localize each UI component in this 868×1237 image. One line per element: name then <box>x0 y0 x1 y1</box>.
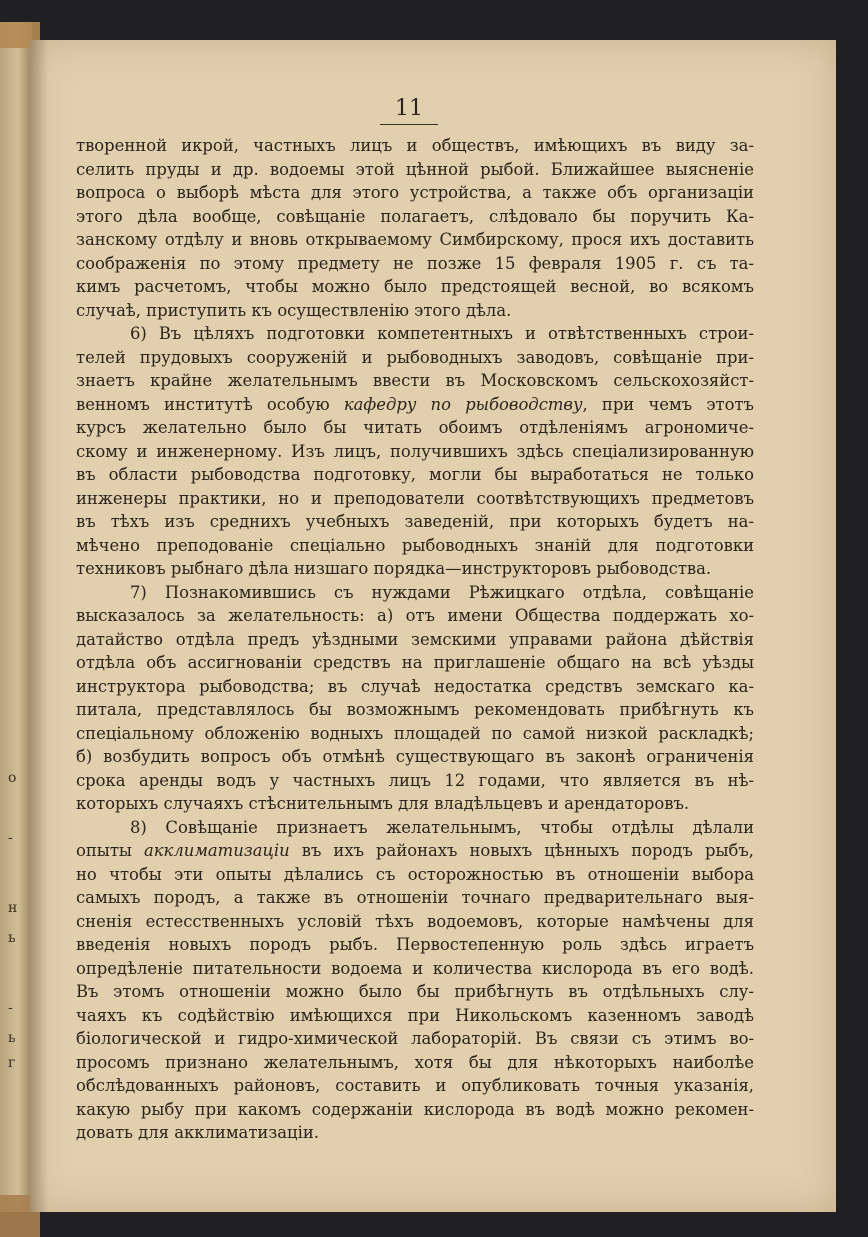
text-line: кимъ расчетомъ, чтобы можно было предстоящей весной, во всякомъ <box>76 277 754 296</box>
text-line: опыты акклиматизаціи въ ихъ районахъ новыхъ цѣнныхъ породъ рыбъ, <box>76 841 754 860</box>
text-line: курсъ желательно было бы читать обоимъ отдѣленіямъ агрономиче- <box>76 418 754 437</box>
text-line: высказалось за желательность: а) отъ имени Общества поддержать хо- <box>76 606 754 625</box>
text-line: этого дѣла вообще, совѣщаніе полагаетъ, слѣдовало бы поручить Ка- <box>76 206 754 226</box>
text-line: Въ этомъ отношеніи можно было бы прибѣгнуть въ отдѣльныхъ слу- <box>76 982 754 1001</box>
text-line: занскому отдѣлу и вновь открываемому Симбирскому, прося ихъ доставить <box>76 230 754 249</box>
text-line: которыхъ случаяхъ стѣснительнымъ для владѣльцевъ и арендаторовъ. <box>76 794 690 813</box>
text-line: отдѣла объ ассигнованіи средствъ на приглашеніе общаго на всѣ уѣзды <box>76 653 754 672</box>
text-line: но чтобы эти опыты дѣлались съ осторожностью въ отношеніи выбора <box>76 864 754 884</box>
text-line: инженеры практики, но и преподователи соотвѣтствующихъ предметовъ <box>76 488 754 508</box>
text-line: 8) Совѣщаніе признаетъ желательнымъ, чтобы отдѣлы дѣлали <box>130 817 754 837</box>
adjacent-page-edge <box>0 22 34 1212</box>
edge-mark: н <box>8 900 18 916</box>
text-line: въ тѣхъ изъ среднихъ учебныхъ заведеній, при которыхъ будетъ на- <box>76 512 754 531</box>
text-line: чаяхъ къ содѣйствію имѣющихся при Никольскомъ казенномъ заводѣ <box>76 1005 754 1025</box>
text-line: въ области рыбоводства подготовку, могли бы выработаться не только <box>76 465 754 484</box>
text-line: біологической и гидро-химической лабораторій. Въ связи съ этимъ во- <box>76 1029 754 1048</box>
page-number: 11 <box>380 94 438 125</box>
text-line: самыхъ породъ, а также въ отношеніи точнаго предварительнаго выя- <box>76 888 754 907</box>
text-line: скому и инженерному. Изъ лицъ, получившихъ здѣсь спеціализированную <box>76 441 754 461</box>
text-line: техниковъ рыбнаго дѣла низшаго порядка—инструкторовъ рыбоводства. <box>76 559 712 578</box>
italic-emphasis: кафедру по рыбоводству <box>343 394 583 414</box>
text-line: мѣчено преподованіе спеціально рыбоводныхъ знаній для подготовки <box>76 535 754 555</box>
edge-mark: о <box>8 770 17 786</box>
edge-mark: ь <box>8 930 16 946</box>
text-line: творенной икрой, частныхъ лицъ и обществъ, имѣющихъ въ виду за- <box>76 136 754 155</box>
text-line: вопроса о выборѣ мѣста для этого устройства, а также объ организаціи <box>76 183 754 202</box>
text-line: знаетъ крайне желательнымъ ввести въ Московскомъ сельскохозяйст- <box>76 371 754 390</box>
body-text <box>76 134 754 1145</box>
text-line: питала, представлялось бы возможнымъ рекомендовать прибѣгнуть къ <box>76 700 754 719</box>
text-line: срока аренды водъ у частныхъ лицъ 12 годами, что является въ нѣ- <box>76 770 754 790</box>
text-line: соображенія по этому предмету не позже 15 февраля 1905 г. съ та- <box>76 253 754 273</box>
text-line: 6) Въ цѣляхъ подготовки компетентныхъ и отвѣтственныхъ строи- <box>130 324 754 343</box>
text-line: случаѣ, приступить къ осуществленію этого дѣла. <box>76 300 512 320</box>
text-line: сненія естесственныхъ условій тѣхъ водоемовъ, которые намѣчены для <box>76 911 754 931</box>
text-line: венномъ институтѣ особую кафедру по рыбоводству, при чемъ этотъ <box>76 394 754 414</box>
edge-mark: - <box>8 1000 13 1016</box>
edge-mark: ь <box>8 1030 16 1046</box>
italic-emphasis: акклиматизаціи <box>143 841 290 860</box>
spine-shadow <box>30 40 48 1212</box>
text-line: какую рыбу при какомъ содержаніи кислорода въ водѣ можно рекомен- <box>76 1099 754 1119</box>
text-line: 7) Познакомившись съ нуждами Рѣжицкаго отдѣла, совѣщаніе <box>130 582 754 602</box>
text-line: телей прудовыхъ сооруженій и рыбоводныхъ заводовъ, совѣщаніе при- <box>76 347 754 367</box>
text-line: опредѣленіе питательности водоема и количества кислорода въ его водѣ. <box>76 958 754 978</box>
text-line: просомъ признано желательнымъ, хотя бы для нѣкоторыхъ наиболѣе <box>76 1052 754 1072</box>
text-line: инструктора рыбоводства; въ случаѣ недостатка средствъ земскаго ка- <box>76 676 754 696</box>
edge-mark: - <box>8 830 13 846</box>
text-line: датайство отдѣла предъ уѣздными земскими управами района дѣйствія <box>76 629 754 649</box>
text-line: введенія новыхъ породъ рыбъ. Первостепенную роль здѣсь играетъ <box>76 935 754 954</box>
text-line: селить пруды и др. водоемы этой цѣнной рыбой. Ближайшее выясненіе <box>76 159 754 179</box>
text-line: обслѣдованныхъ районовъ, составить и опубликовать точныя указанія, <box>76 1076 754 1095</box>
edge-mark: г <box>8 1055 16 1071</box>
text-line: б) возбудить вопросъ объ отмѣнѣ существующаго въ законѣ ограниченія <box>76 747 754 766</box>
text-line: довать для акклиматизаціи. <box>76 1123 319 1142</box>
text-line: спеціальному обложенію водныхъ площадей по самой низкой раскладкѣ; <box>76 723 754 743</box>
